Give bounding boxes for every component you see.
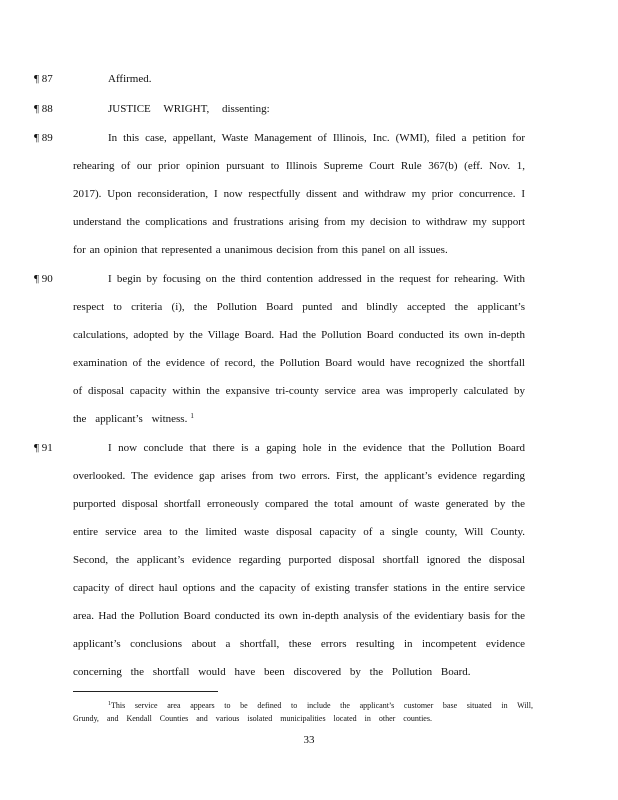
paragraph-line: purported disposal shortfall erroneously compared the total amount of waste generated by the <box>73 498 525 510</box>
paragraph-number: ¶ 91 <box>34 442 53 454</box>
paragraph-line: I now conclude that there is a gaping hole in the evidence that the Pollution Board <box>108 442 525 454</box>
paragraph-line: for an opinion that represented a unanimous decision from this panel on all issues. <box>73 244 448 256</box>
paragraph-line: JUSTICE WRIGHT, dissenting: <box>108 103 270 115</box>
page-number: 33 <box>303 734 315 746</box>
footnote-marker: 1 <box>108 701 111 707</box>
footnote-reference[interactable]: 1 <box>190 412 194 420</box>
paragraph-line <box>73 413 525 427</box>
paragraph-line: capacity of direct haul options and the capacity of existing transfer stations in the entire service <box>73 582 525 594</box>
paragraph-line: 2017). Upon reconsideration, I now respectfully dissent and withdraw my prior concurrence. I <box>73 188 525 200</box>
paragraph-line: Second, the applicant’s evidence regarding purported disposal shortfall ignored the disposal <box>73 554 525 566</box>
paragraph-line: calculations, adopted by the Village Board. Had the Pollution Board conducted its own in-depth <box>73 329 525 341</box>
paragraph-line: respect to criteria (i), the Pollution Board punted and blindly accepted the applicant’s <box>73 301 525 313</box>
paragraph-line: understand the complications and frustrations arising from my decision to withdraw my support <box>73 216 525 228</box>
paragraph-line: rehearing of our prior opinion pursuant to Illinois Supreme Court Rule 367(b) (eff. Nov. 1, <box>73 160 525 172</box>
paragraph-line: entire service area to the limited waste disposal capacity of a single county, Will County. <box>73 526 525 538</box>
paragraph-line: applicant’s conclusions about a shortfall, these errors resulting in incompetent evidence <box>73 638 525 650</box>
paragraph-line: I begin by focusing on the third contention addressed in the request for rehearing. With <box>108 273 525 285</box>
paragraph-number: ¶ 88 <box>34 103 53 115</box>
paragraph-line: area. Had the Pollution Board conducted its own in-depth analysis of the evidentiary basis for the <box>73 610 525 622</box>
paragraph-line: of disposal capacity within the expansive tri-county service area was improperly calculated by <box>73 385 525 397</box>
footnote-line: Grundy, and Kendall Counties and various isolated municipalities located in other counties. <box>73 714 432 723</box>
footnote-text: This service area appears to be defined to include the applicant’s customer base situated in Will, <box>111 701 533 710</box>
paragraph-line: concerning the shortfall would have been discovered by the Pollution Board. <box>73 666 471 678</box>
footnote-divider <box>73 691 218 692</box>
paragraph-line-text: the applicant’s witness. <box>73 413 188 425</box>
paragraph-number: ¶ 87 <box>34 73 53 85</box>
paragraph-line: In this case, appellant, Waste Management of Illinois, Inc. (WMI), filed a petition for <box>108 132 525 144</box>
paragraph-line: Affirmed. <box>108 73 152 85</box>
footnote-line <box>108 701 533 712</box>
paragraph-line: overlooked. The evidence gap arises from two errors. First, the applicant’s evidence regarding <box>73 470 525 482</box>
paragraph-line: examination of the evidence of record, the Pollution Board would have recognized the shortfall <box>73 357 525 369</box>
paragraph-number: ¶ 90 <box>34 273 53 285</box>
paragraph-number: ¶ 89 <box>34 132 53 144</box>
